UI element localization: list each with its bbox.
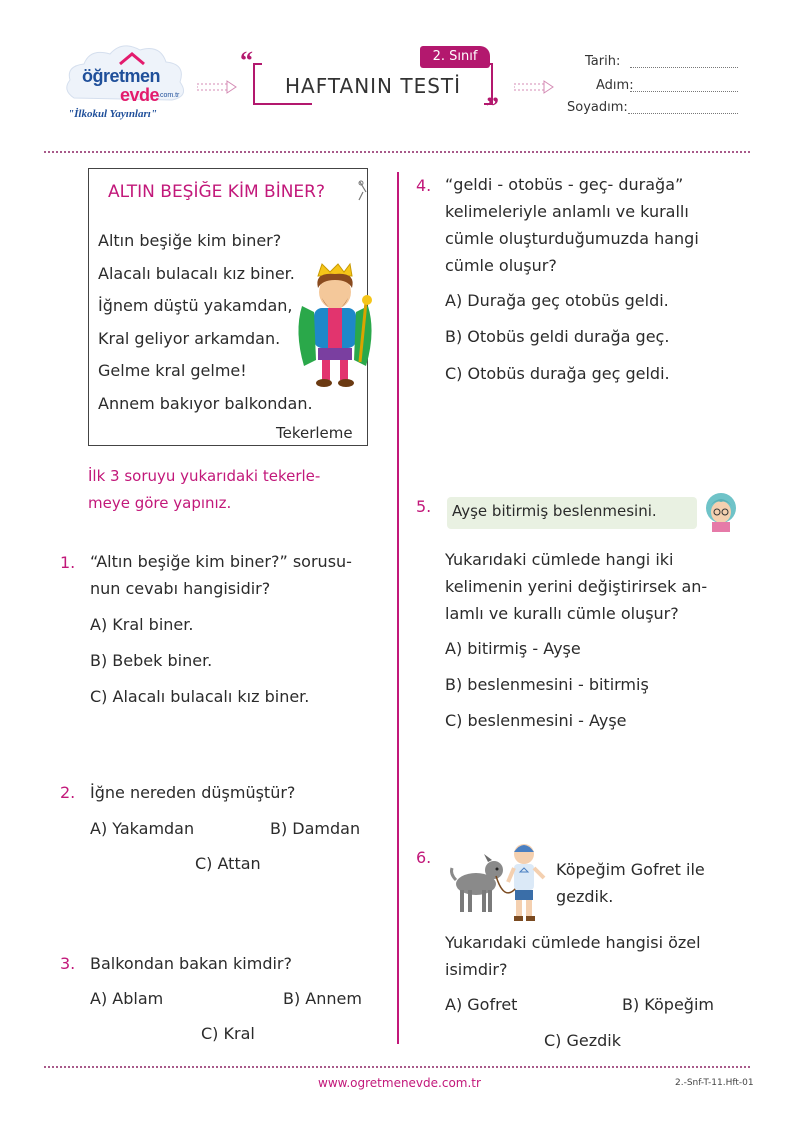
- option-a[interactable]: A) Durağa geç otobüs geldi.: [445, 291, 669, 310]
- option-a[interactable]: A) Yakamdan: [90, 819, 195, 838]
- question-text: cümle oluşur?: [445, 256, 557, 275]
- poem-line: İğnem düştü yakamdan,: [98, 296, 293, 315]
- king-illustration: [288, 262, 374, 388]
- name-label: Adım:: [596, 78, 634, 93]
- question-text: cümle oluşturduğumuzda hangi: [445, 229, 699, 248]
- poem-source: Tekerleme: [276, 424, 353, 442]
- question-number: 1.: [60, 553, 76, 572]
- option-c[interactable]: C) Alacalı bulacalı kız biner.: [90, 687, 310, 706]
- quote-open: “: [240, 46, 253, 75]
- question-text: “geldi - otobüs - geç- durağa”: [445, 175, 684, 194]
- question-number: 2.: [60, 783, 76, 802]
- example-sentence: Köpeğim Gofret ile: [556, 860, 705, 879]
- instruction-line: İlk 3 soruyu yukarıdaki tekerle-: [88, 467, 321, 485]
- poem-line: Altın beşiğe kim biner?: [98, 231, 282, 250]
- option-c[interactable]: C) Gezdik: [544, 1031, 622, 1050]
- name-field[interactable]: [630, 90, 738, 92]
- option-c[interactable]: C) Kral: [201, 1024, 255, 1043]
- question-number: 4.: [416, 176, 432, 195]
- option-b[interactable]: B) Köpeğim: [622, 995, 714, 1014]
- logo-tagline: "İlkokul Yayınları": [68, 108, 157, 120]
- question-text: Yukarıdaki cümlede hangi iki: [445, 550, 674, 569]
- example-sentence: gezdik.: [556, 887, 614, 906]
- boy-with-dog-illustration: [448, 840, 552, 924]
- question-text: kelimenin yerini değiştirirsek an-: [445, 577, 708, 596]
- option-b[interactable]: B) Otobüs geldi durağa geç.: [445, 327, 670, 346]
- question-number: 3.: [60, 954, 76, 973]
- logo-text-evde: evde: [120, 85, 160, 105]
- option-a[interactable]: A) Gofret: [445, 995, 518, 1014]
- logo-domain: .com.tr: [158, 92, 180, 99]
- column-divider: [397, 172, 399, 1044]
- option-c[interactable]: C) Otobüs durağa geç geldi.: [445, 364, 670, 383]
- option-c[interactable]: C) Attan: [195, 854, 261, 873]
- question-number: 5.: [416, 497, 432, 516]
- question-text: lamlı ve kurallı cümle oluşur?: [445, 604, 679, 623]
- poem-line: Annem bakıyor balkondan.: [98, 394, 313, 413]
- date-label: Tarih:: [585, 54, 621, 69]
- arrow-right-icon: [514, 80, 554, 94]
- option-b[interactable]: B) Damdan: [270, 819, 361, 838]
- footer-divider: [44, 1066, 750, 1068]
- surname-field[interactable]: [628, 112, 738, 114]
- poem-title: ALTIN BEŞİĞE KİM BİNER?: [108, 182, 326, 202]
- option-a[interactable]: A) bitirmiş - Ayşe: [445, 639, 581, 658]
- grade-badge: 2. Sınıf: [420, 46, 490, 68]
- option-b[interactable]: B) beslenmesini - bitirmiş: [445, 675, 649, 694]
- question-text: isimdir?: [445, 960, 508, 979]
- question-text: nun cevabı hangisidir?: [90, 579, 271, 598]
- page-title: HAFTANIN TESTİ: [284, 74, 462, 98]
- poem-line: Gelme kral gelme!: [98, 361, 247, 380]
- example-sentence: Ayşe bitirmiş beslenmesini.: [452, 502, 657, 520]
- poem-line: Alacalı bulacalı kız biner.: [98, 264, 295, 283]
- logo: [62, 40, 192, 130]
- option-a[interactable]: A) Ablam: [90, 989, 164, 1008]
- option-a[interactable]: A) Kral biner.: [90, 615, 194, 634]
- option-c[interactable]: C) beslenmesini - Ayşe: [445, 711, 627, 730]
- question-text: Balkondan bakan kimdir?: [90, 954, 292, 973]
- date-field[interactable]: [630, 66, 738, 68]
- girl-avatar-icon: [700, 490, 742, 532]
- option-b[interactable]: B) Annem: [283, 989, 362, 1008]
- option-b[interactable]: B) Bebek biner.: [90, 651, 213, 670]
- pin-icon: [356, 180, 370, 202]
- instruction-line: meye göre yapınız.: [88, 494, 232, 512]
- question-text: İğne nereden düşmüştür?: [90, 783, 296, 802]
- question-text: “Altın beşiğe kim biner?” sorusu-: [90, 552, 352, 571]
- arrow-right-icon: [197, 80, 237, 94]
- header-divider: [44, 151, 750, 153]
- quote-close: ”: [486, 92, 499, 121]
- footer-url-link[interactable]: www.ogretmenevde.com.tr: [318, 1076, 481, 1090]
- surname-label: Soyadım:: [567, 100, 628, 115]
- question-text: kelimeleriyle anlamlı ve kurallı: [445, 202, 689, 221]
- logo-text-ogretmen: öğretmen: [82, 66, 161, 86]
- question-number: 6.: [416, 848, 432, 867]
- footer-code: 2.-Snf-T-11.Hft-01: [675, 1078, 754, 1088]
- poem-line: Kral geliyor arkamdan.: [98, 329, 281, 348]
- question-text: Yukarıdaki cümlede hangisi özel: [445, 933, 701, 952]
